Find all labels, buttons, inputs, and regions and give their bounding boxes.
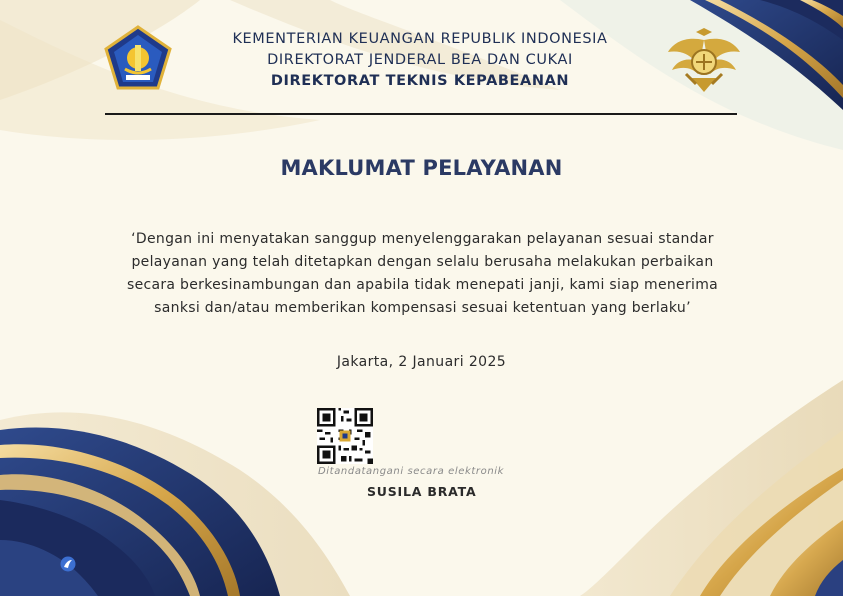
electronic-signature-note: Ditandatangani secara elektronik	[318, 466, 505, 477]
small-logo-icon	[60, 556, 76, 572]
place-and-date: Jakarta, 2 Januari 2025	[336, 354, 507, 370]
ministry-of-finance-emblem-icon	[103, 25, 173, 91]
statement-text	[95, 228, 750, 320]
directorate-name: DIREKTORAT TEKNIS KEPABEANAN	[270, 73, 570, 89]
ministry-name: KEMENTERIAN KEUANGAN REPUBLIK INDONESIA	[232, 31, 608, 47]
statement-line: sanksi dan/atau memberikan kompensasi sesuai ketentuan yang berlaku’	[154, 300, 691, 316]
qr-code-icon	[317, 408, 373, 464]
statement-line: secara berkesinambungan dan apabila tidak menepati janji, kami siap menerima	[126, 277, 719, 293]
statement-line: pelayanan yang telah ditetapkan dengan selalu berusaha melakukan perbaikan	[131, 254, 714, 270]
signer-name: SUSILA BRATA	[367, 484, 477, 499]
customs-emblem-icon	[666, 28, 742, 96]
statement-line: ‘Dengan ini menyatakan sanggup menyelenggarakan pelayanan sesuai standar	[131, 231, 714, 247]
document-title: MAKLUMAT PELAYANAN	[280, 156, 563, 180]
letterhead	[200, 29, 640, 92]
header-divider	[105, 113, 737, 115]
directorate-general-name: DIREKTORAT JENDERAL BEA DAN CUKAI	[267, 52, 573, 68]
